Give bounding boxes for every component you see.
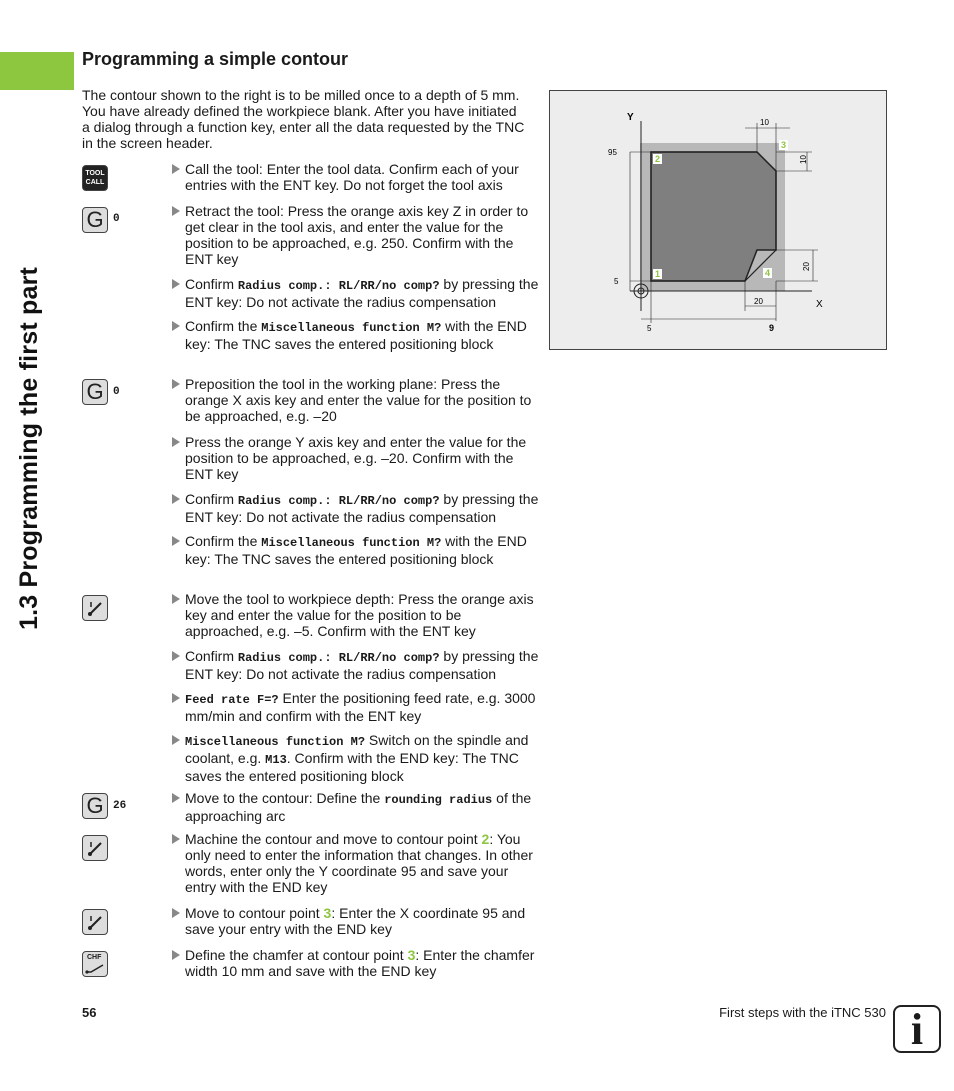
step-feed-rate: Feed rate F=? Enter the positioning feed rate, e.g. 3000 mm/min and confirm with the ENT key	[172, 690, 541, 724]
step-retract-tool: Retract the tool: Press the orange axis key Z in order to get clear in the tool axis, and enter the value for the position to be approached, e.g. 250. Confirm with the ENT key	[172, 203, 541, 267]
page-number: 56	[82, 1005, 97, 1020]
contour-figure	[549, 90, 887, 350]
dim-label: 9	[769, 323, 775, 333]
linear-key-icon	[82, 835, 108, 861]
g-key-icon: G	[82, 207, 108, 233]
step-contour-point-3: Move to contour point 3: Enter the X coordinate 95 and save your entry with the END key	[172, 905, 541, 937]
dim-label: 20	[754, 297, 763, 306]
step-move-depth: Move the tool to workpiece depth: Press the orange axis key and enter the value for the position to be approached, e.g. –5. Confirm with the ENT key	[172, 591, 541, 639]
dim-label: 5	[614, 277, 619, 286]
linear-key-icon	[82, 909, 108, 935]
g-key-icon: G	[82, 379, 108, 405]
point-label: 2	[655, 154, 661, 164]
step-spindle-coolant: Miscellaneous function M? Switch on the spindle and coolant, e.g. M13. Confirm with the END key: The TNC saves the entered positioning block	[172, 732, 541, 784]
step-preposition-x: Preposition the tool in the working plane: Press the orange X axis key and enter the value for the position to be approached, e.g. –20	[172, 376, 541, 424]
footer-text: First steps with the iTNC 530	[719, 1005, 886, 1020]
section-heading: Programming a simple contour	[82, 49, 349, 69]
step-preposition-y: Press the orange Y axis key and enter the value for the position to be approached, e.g. –20. Confirm with the ENT key	[172, 434, 541, 482]
g0-number: 0	[113, 386, 120, 398]
dim-label: 10	[799, 155, 808, 164]
step-call-tool: Call the tool: Enter the tool data. Confirm each of your entries with the ENT key. Do not forget the tool axis	[172, 161, 541, 193]
step-contour-point-2: Machine the contour and move to contour point 2: You only need to enter the information that changes. In other words, enter only the Y coordinate 95 and save your entry with the END key	[172, 831, 541, 895]
x-axis-label: X	[816, 299, 823, 310]
intro-paragraph: The contour shown to the right is to be milled once to a depth of 5 mm. You have already defined the workpiece blank. After you have initiated a dialog through a function key, enter all the data requested by the TNC in the screen header.	[82, 87, 525, 151]
g0-number: 0	[113, 213, 120, 225]
step-approach-contour: Move to the contour: Define the rounding radius of the approaching arc	[172, 790, 541, 824]
step-chamfer: Define the chamfer at contour point 3: Enter the chamfer width 10 mm and save with the END key	[172, 947, 541, 979]
chamfer-key-icon: CHF	[82, 951, 108, 977]
info-icon: i	[893, 1005, 941, 1053]
step-radius-comp: Confirm Radius comp.: RL/RR/no comp? by pressing the ENT key: Do not activate the radius compensation	[172, 491, 541, 525]
point-label: 3	[781, 140, 787, 150]
step-radius-comp: Confirm Radius comp.: RL/RR/no comp? by pressing the ENT key: Do not activate the radius compensation	[172, 648, 541, 682]
point-label: 4	[765, 268, 771, 278]
step-radius-comp: Confirm Radius comp.: RL/RR/no comp? by pressing the ENT key: Do not activate the radius compensation	[172, 276, 541, 310]
tool-call-key-icon: TOOL CALL	[82, 165, 108, 191]
point-label: 1	[655, 269, 661, 279]
g-key-icon: G	[82, 793, 108, 819]
step-misc-function: Confirm the Miscellaneous function M? with the END key: The TNC saves the entered positioning block	[172, 533, 541, 567]
y-axis-label: Y	[627, 112, 634, 123]
dim-label: 5	[647, 324, 652, 333]
linear-key-icon	[82, 595, 108, 621]
dim-label: 20	[802, 262, 811, 271]
step-misc-function: Confirm the Miscellaneous function M? with the END key: The TNC saves the entered positioning block	[172, 318, 541, 352]
dim-label: 10	[760, 118, 769, 127]
g26-number: 26	[113, 800, 127, 812]
dim-label: 95	[608, 148, 617, 157]
chapter-tab	[0, 52, 74, 90]
